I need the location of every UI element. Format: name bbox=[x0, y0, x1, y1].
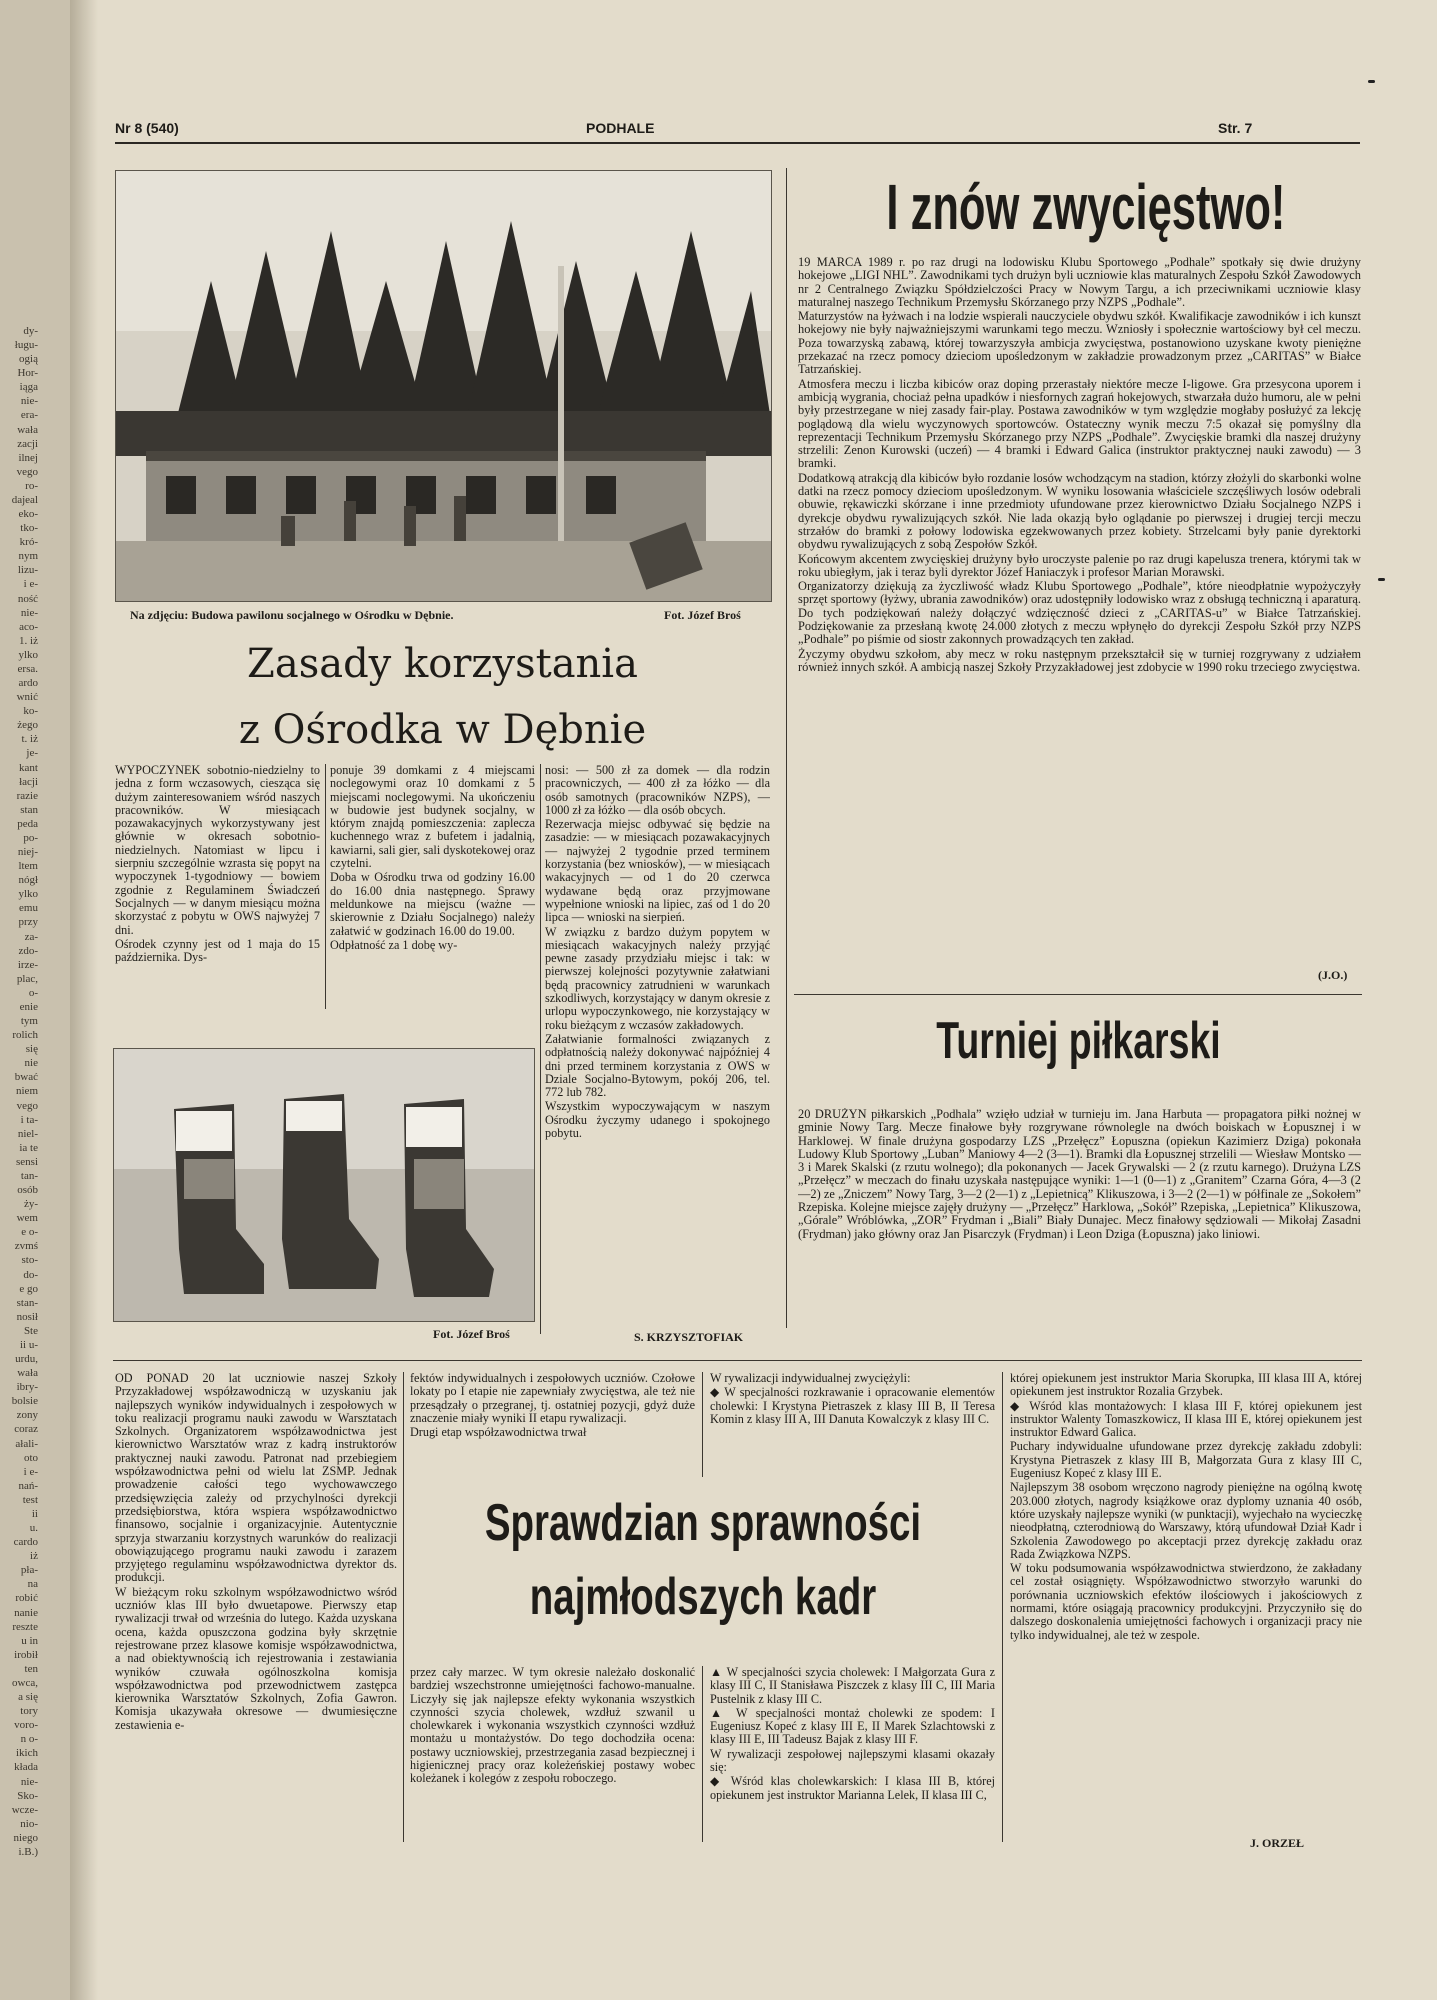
gutter-line: e o- bbox=[21, 1226, 38, 1239]
paragraph: WYPOCZYNEK sobotnio-niedzielny to jedna z form wczasowych, ciesząca się dużym zainteresowaniem wśród naszych pracowników. W miesiącach pozawakacyjnych wykorzystywany jest głównie w okresach sobotnio-niedzielnych. Natomiast w lipcu i sierpniu szczególnie wzrasta się popyt na wypoczynek 1-tygodniowy — bowiem zgodnie z Regulaminem Świadczeń Socjalnych — w danym miesiącu można skorzystać z pobytu w OWS najwyżej 7 dni. bbox=[115, 764, 320, 937]
gutter-line: niego bbox=[13, 1831, 38, 1844]
paragraph: Drugi etap współzawodnictwa trwał bbox=[410, 1425, 587, 1440]
paragraph: Organizatorzy dziękują za życzliwość władz Klubu Sportowego „Podhale”, które nieodpłatnie wypożyczyły sprzęt sportowy (łyżwy, ubrania zawodników) oraz udostępniły lodowisko wraz z obsługą techniczną i aparaturą. Do tych podziękowań należy dołączyć wdzięczność dzieci z „CARITAS-u” w Białce Tatrzańskiej. Podziękowanie za przesłaną kwotę 24.000 złotych z meczu wpłynęło do dyrekcji Zespołu Szkół przy NZPS „Podhale” po piśmie od siostr zakonnych prowadzących ten zakład. bbox=[798, 579, 1361, 647]
column-divider bbox=[786, 168, 787, 1328]
gutter-line: i ta- bbox=[20, 1113, 38, 1126]
gutter-line: za- bbox=[24, 930, 38, 943]
gutter-line: ność bbox=[17, 592, 38, 605]
gutter-line: wcze- bbox=[11, 1803, 38, 1816]
gutter-line: ro- bbox=[25, 479, 38, 492]
gutter-line: dajeal bbox=[11, 493, 38, 506]
gutter-line: ii u- bbox=[19, 1338, 38, 1351]
gutter-line: ługu- bbox=[14, 339, 38, 352]
gutter-line: nym bbox=[18, 550, 38, 563]
gutter-line: tko- bbox=[20, 522, 38, 535]
article1-column3 bbox=[545, 764, 770, 1324]
gutter-line: bwać bbox=[14, 1071, 38, 1084]
gutter-line: plac, bbox=[16, 972, 38, 985]
paragraph: W rywalizacji indywidualnej zwyciężyli: bbox=[710, 1372, 911, 1385]
column-divider bbox=[1002, 1372, 1003, 1842]
gutter-line: u. bbox=[29, 1522, 38, 1535]
article4-column1 bbox=[115, 1372, 397, 1842]
paragraph: Wszystkim wypoczywającym w naszym Ośrodku życzymy udanego i spokojnego pobytu. bbox=[545, 1099, 770, 1141]
gutter-line: zvmś bbox=[14, 1240, 38, 1253]
header-rule bbox=[115, 142, 1360, 144]
gutter-line: emu bbox=[19, 902, 38, 915]
gutter-line: tory bbox=[20, 1705, 38, 1718]
paragraph: Doba w Ośrodku trwa od godziny 16.00 do 16.00 dnia następnego. Sprawy meldunkowe na miejscu (ważne — skierownie z Działu Socjalnego) należy załatwić w godzinach 16.00 do 19.00. bbox=[330, 870, 535, 938]
paper-name: PODHALE bbox=[586, 120, 655, 136]
gutter-line: test bbox=[22, 1493, 38, 1506]
gutter-line: voro- bbox=[14, 1719, 38, 1732]
paragraph: Puchary indywidualne ufundowane przez dyrekcję zakładu zdobyli: Krystyna Pietraszek z klasy III B, Małgorzata Gura z klasy III C, Eugeniusz Kopeć z klasy III E. bbox=[1010, 1439, 1362, 1481]
gutter-line: Hor- bbox=[17, 367, 38, 380]
gutter-line: sensi bbox=[16, 1155, 38, 1168]
gutter-line: ilnej bbox=[18, 451, 38, 464]
gutter-line: stan bbox=[20, 803, 38, 816]
gutter-line: kłada bbox=[14, 1761, 38, 1774]
article2-title: I znów zwycięstwo! bbox=[886, 171, 1286, 243]
paragraph: W związku z bardzo dużym popytem w miesiącach wakacyjnych należy przyjąć pewne zasady przydziału miejsc i tak: w pierwszej kolejności pozytywnie załatwiani będą pracownicy zatrudnieni w warunkach szkodliwych, korzystający w danym okresie z urlopu wypoczynkowego, nie korzystający w roku bieżącym z wczasów zakładowych. bbox=[545, 924, 770, 1032]
winter-boots-photo bbox=[113, 1048, 535, 1322]
gutter-line: zony bbox=[16, 1409, 38, 1422]
article4-title-line1: Sprawdzian sprawności bbox=[484, 1494, 922, 1552]
gutter-line: iąga bbox=[19, 381, 38, 394]
gutter-line: a się bbox=[18, 1691, 38, 1703]
gutter-line: nio- bbox=[20, 1817, 38, 1830]
gutter-line: irobił bbox=[14, 1648, 38, 1661]
paragraph: OD PONAD 20 lat uczniowie naszej Szkoły Przyzakładowej współzawodniczą w uzyskaniu jak najlepszych wyników indywidualnych i zespołowych w toku realizacji programu nauki zawodu w Warsztatach Szkolnych. Organizatorem współzawodnictwa jest kierownictwo Warsztatów wraz z kadrą instruktorów praktycznej nauki zawodu. Patronat nad przebiegiem współzawodnictwa pełni od wielu lat ZSMP. Jednak prowadzenie całości tego wychowawczego przedsięwzięcia zależy od przychylności dyrekcji przedsiębiorstwa, która wspiera współzawodnictwo finansowo, socjalnie i organizacyjnie. Autentycznie sprzyja stwarzaniu korzystnych warunków do realizacji obowiązującego programu nauki zawodu i zarazem przyjętego regulaminu współzawodnictwa dyrektor ds. produkcji. bbox=[115, 1372, 397, 1585]
paragraph: Życzymy obydwu szkołom, aby mecz w roku następnym przekształcił się w turniej rozgrywany z udziałem również innych szkół. A ambicją naszej Szkoły Przyzakładowej jest zdobycie w 1990 roku trzeciego zwycięstwa. bbox=[798, 646, 1361, 674]
paragraph: Atmosfera meczu i liczba kibiców oraz doping przerastały niektóre mecze I-ligowe. Gra przesycona uporem i ambicją wygrania, chociaż pełna upadków i niesfornych zagrań hokejowych, stwarzała dużo humoru, ale w pełni były przestrzegane w niej zasady fair-play. Postawa zawodników w tym względzie mogłaby posłużyć za lekcję poglądową dla wielu wyczynowych sportowców. Ostateczny wynik meczu 7:5 okazał się pomyślny dla reprezentacji Technikum Przemysłu Skórzanego przy NZPS „Podhale”. Zwycięskie bramki dla naszej drużyny strzelili: Zenon Kurowski (uczeń) — 4 bramki i Edward Galica (instruktor praktycznej nauki zawodu) — 3 bramki. bbox=[798, 376, 1361, 471]
gutter-line: nosił bbox=[16, 1310, 38, 1323]
gutter-line: i e- bbox=[23, 1465, 38, 1478]
article4-column3-bottom bbox=[710, 1666, 995, 1846]
gutter-line: Sko- bbox=[17, 1789, 38, 1802]
paragraph: Końcowym akcentem zwycięskiej drużyny było uroczyste palenie po raz drugi kapelusza trenera, którymi tak w roku ubiegłym, jak i teraz byli dyrektor Józef Haniaczyk i profesor Marian Morawski. bbox=[798, 551, 1361, 579]
article4-column2-bottom bbox=[410, 1666, 695, 1846]
gutter-line: do- bbox=[23, 1268, 38, 1281]
paragraph: 20 DRUŻYN piłkarskich „Podhala” wzięło udział w turnieju im. Jana Harbuta — propagatora piłki nożnej w gminie Nowy Targ. Mecze finałowe były rozgrywane równolegle na dwóch boiskach w Łopusznej i w Harklowej. W finale drużyna gospodarzy LZS „Przełęcz” Łopuszna (opiekun Kazimierz Dziga) pokonała Ludowy Klub Sportowy „Luban” Maniowy 4—2 (3—1). Bramki dla Łopusznej strzelili — Wiesław Montsko — 3 i Marek Skalski (z rzutu wolnego); dla pokonanych — Jacek Grywalski — 2 (z rzutu karnego). Drużyna LZS „Przełęcz” w meczach do finału uzyskała następujące wyniki: 1—1 (0—1) z „Granitem” Czarna Góra, 4—3 (2—2) ze „Zniczem” Nowy Targ, 3—2 (2—1) z „Lepietnicą” Klikuszowa, i 3—2 (2—1) w półfinale ze „Sokołem” Rzepiska. Kolejne miejsce zajęły drużyny — „Przełęcz” Harklowa, „Sokół” Rzepiska, „Lepietnica” Klikuszowa, „Górale” Wróblówka, „ZOR” Frydman i „Biali” Biały Dunajec. Mecz finałowy sędziowali — Mikołaj Zasadni (Frydman) jako główny oraz Jan Pisarczyk (Frydman) i Leon Dziga (Łopuszna) jako liniowi. bbox=[798, 1108, 1361, 1241]
article3-body bbox=[798, 1108, 1361, 1348]
gutter-line: niem bbox=[16, 1085, 38, 1098]
gutter-line: niej- bbox=[17, 846, 38, 859]
paragraph: ponuje 39 domkami z 4 miejscami noclegowymi oraz 10 domkami z 5 miejscami noclegowymi. Na ukończeniu w budowie jest budynek socjalny, w którym znajdą pomieszczenia: zaplecza kuchennego wraz z bufetem i jadalnią, kawiarni, sali gier, sali dyskotekowej oraz czytelni. bbox=[330, 764, 535, 871]
photo1-credit: Fot. Józef Broś bbox=[664, 608, 741, 622]
paragraph: przez cały marzec. W tym okresie należało doskonalić bardziej wszechstronne umiejętności fachowo-manualne. Liczyły się jak najlepsze efekty wykonania wszystkich czynności szycia cholewek, wzdłuż szwanil u cholewkarek i wykonania wszystkich czynności wzdłuż montażu u montażystów. Do tego dochodziła ocena: postawy uczniowskiej, przestrzegania zasad bezpiecznej i higienicznej pracy oraz koleżeńskiej postawy wobec koleżanek i kolegów z zespołu roboczego. bbox=[410, 1666, 695, 1786]
gutter-line: nań- bbox=[18, 1479, 38, 1492]
gutter-line: ersa. bbox=[17, 662, 38, 675]
gutter-line: ten bbox=[24, 1662, 38, 1675]
gutter-line: się bbox=[25, 1043, 38, 1056]
article1-signature: S. KRZYSZTOFIAK bbox=[634, 1330, 744, 1344]
section-rule bbox=[113, 1360, 1362, 1361]
page-number: Str. 7 bbox=[1218, 120, 1253, 136]
gutter-line: Ste bbox=[23, 1324, 38, 1337]
gutter-line: nie- bbox=[20, 1775, 38, 1788]
article1-title-line2: z Ośrodka w Dębnie bbox=[238, 707, 647, 753]
paragraph: ▲ W specjalności montaż cholewki ze spodem: I Eugeniusz Kopeć z klasy III E, II Marek Szlachtowski z klasy III E, III Tadeusz Bajak z klasy III F. bbox=[710, 1705, 995, 1747]
gutter-line: o- bbox=[28, 986, 38, 999]
article4-signature: J. ORZEŁ bbox=[1250, 1836, 1305, 1850]
paragraph: ◆ Wśród klas montażowych: I klasa III F, której opiekunem jest instruktor Walenty Tomaszkowicz, II klasa III E, której opiekunem jest instruktor Edward Galica. bbox=[1010, 1398, 1362, 1440]
gutter-line: enie bbox=[19, 1000, 38, 1013]
paragraph: Ośrodek czynny jest od 1 maja do 15 października. Dys- bbox=[115, 936, 320, 965]
gutter-line: razie bbox=[16, 789, 38, 802]
gutter-line: lizu- bbox=[17, 564, 38, 577]
article1-column2 bbox=[330, 764, 535, 1014]
column-divider bbox=[325, 764, 326, 1009]
paragraph: W bieżącym roku szkolnym współzawodnictwo wśród uczniów klas III było dwuetapowe. Pierwszy etap rywalizacji trwał od września do lutego. Każda uzyskana ocena, każda opuszczona godzina były skrzętnie rejestrowane przez klasowe komisje współzawodnictwa, a nad obiektywnością ich rejestrowania i zestawiania wyników czuwała ogólnoszkolna komisja współzawodnictwa pod przewodnictwem zastępca kierownika Warsztatów Szkolnych, Zofia Gawron. Komisja ukazywała okresowe — dwumiesięczne zestawienia e- bbox=[115, 1584, 397, 1732]
boots-photo-image bbox=[114, 1049, 534, 1321]
gutter-line: stan- bbox=[16, 1296, 38, 1309]
paragraph: W toku podsumowania współzawodnictwa stwierdzono, że zakładany cel został osiągnięty. Współzawodnictwo stworzyło warunki do porównania uczniowskich efektów ilościowych i jakościowych z normami, które osiągają pracownicy produkcyjni. Przyczyniło się do dalszego doskonalenia umiejętności fachowych i organizacji pracy nie tylko indywidualnej, ale też w zespole. bbox=[1010, 1561, 1362, 1642]
gutter-line: reszte bbox=[12, 1620, 38, 1633]
gutter-line: urdu, bbox=[15, 1353, 38, 1366]
gutter-line: ylko bbox=[18, 888, 38, 901]
paragraph: Maturzystów na łyżwach i na lodzie wspierali nauczyciele obydwu szkół. Kwalifikacje zawodników i ich kunszt hokejowy nie były najważniejszymi warunkami tego meczu. Wzniosły i społecznie wartościowy był cel meczu. Poza towarzyską zabawą, której towarzyszyła ambicja zwycięstwa, postanowiono uzyskane kwoty pieniężne przekazać na rzecz pomocy dzieciom upośledzonym w zakładzie prowadzonym przez „CARITAS” w Białce Tatrzańskiej. bbox=[798, 309, 1361, 377]
paragraph: Dodatkową atrakcją dla kibiców było rozdanie losów wchodzącym na stadion, którzy złożyli do skarbonki wolne datki na rzecz pomocy dzieciom upośledzonym. W wyniku losowania właściciele szczęśliwych losów odebrali obuwie, rękawiczki skórzane i inne przedmioty ufundowane przez kierownictwo Działu Socjalnego NZPS i dyrekcje obydwu rywalizujących szkół. Nie lada okazją było oglądanie po pierwszej i drugiej tercji meczu strzałów do bramki z połowy lodowiska egzekwowanych przez kobiety. Strzelcami były panie dyrektorki obydwu rywalizujących z sobą Zespołów Szkół. bbox=[798, 470, 1361, 552]
gutter-line: n o- bbox=[20, 1733, 38, 1746]
gutter-line: e go bbox=[19, 1282, 38, 1295]
gutter-line: rolich bbox=[12, 1029, 38, 1042]
article4-column2-top bbox=[410, 1372, 695, 1477]
gutter-line: vego bbox=[16, 1099, 38, 1112]
gutter-line: 1. iż bbox=[19, 634, 38, 647]
gutter-line: ltem bbox=[18, 860, 38, 873]
pavilion-photo-image bbox=[116, 171, 771, 601]
column-divider bbox=[403, 1372, 404, 1842]
column-divider bbox=[540, 764, 541, 1334]
gutter-line: nie- bbox=[20, 395, 38, 408]
gutter-line: zdo- bbox=[18, 944, 38, 957]
gutter-line: ia te bbox=[19, 1141, 38, 1154]
paragraph: Rezerwacja miejsc odbywać się będzie na zasadzie: — w miesiącach pozawakacyjnych — najwyżej 2 tygodnie przed terminem korzystania (bez wniosków), — w miesiącach wakacyjnych — od 1 do 20 czerwca wydawane będą oraz przyjmowane wypełnione wnioski na lipiec, zaś od 1 do 20 lipca — wnioski na sierpień. bbox=[545, 817, 770, 925]
gutter-line: na bbox=[27, 1578, 38, 1591]
gutter-line: osób bbox=[17, 1184, 38, 1197]
gutter-line: cardo bbox=[13, 1536, 38, 1549]
gutter-line: zacji bbox=[17, 437, 38, 450]
paragraph: ◆ W specjalności rozkrawanie i opracowanie elementów cholewki: I Krystyna Pietraszek z klasy III B, II Teresa Komin z klasy III A, III Danuta Kowalczyk z klasy III C. bbox=[710, 1385, 995, 1426]
gutter-line: vego bbox=[16, 465, 38, 478]
gutter-line: irze- bbox=[17, 958, 38, 971]
article1-title-line1: Zasady korzystania bbox=[247, 641, 638, 687]
gutter-line: wała bbox=[17, 423, 38, 436]
paragraph: Odpłatność za 1 dobę wy- bbox=[330, 937, 458, 952]
gutter-line: owca, bbox=[12, 1676, 38, 1689]
gutter-line: kró- bbox=[19, 536, 38, 549]
paragraph: Najlepszym 38 osobom wręczono nagrody pieniężne na ogólną kwotę 203.000 złotych, nagrody książkowe oraz dyplomy uznania 40 osób, które uzyskały najlepsze wyniki (w punktacji), wyjechało na wycieczkę nieodpłatną, czterodniową do Warszawy, którą ufundował Dział Kadr i Szkolenia Zawodowego po akceptacji przez dyrekcję zakładu oraz Rada Związkowa NZPS. bbox=[1010, 1480, 1362, 1561]
paragraph: Załatwianie formalności związanych z odpłatnością należy dokonywać najpóźniej 4 dni przed terminem korzystania z OWS w Dziale Socjalno-Bytowym, pokój 206, tel. 772 lub 782. bbox=[545, 1031, 770, 1100]
article4-column3-top bbox=[710, 1372, 995, 1477]
gutter-line: iż bbox=[30, 1550, 38, 1563]
pavilion-construction-photo bbox=[115, 170, 772, 602]
column-divider bbox=[702, 1372, 703, 1477]
gutter-line: t. iż bbox=[21, 733, 38, 746]
gutter-line: wem bbox=[16, 1212, 38, 1225]
paragraph: ▲ W specjalności szycia cholewek: I Małgorzata Gura z klasy III C, II Stanisława Piszczek z klasy III C, III Maria Pustelnik z klasy III C. bbox=[710, 1666, 995, 1706]
gutter-line: przy bbox=[18, 916, 38, 929]
gutter-line: ibry- bbox=[16, 1381, 38, 1394]
gutter-line: żego bbox=[17, 719, 38, 732]
gutter-line: wnić bbox=[16, 691, 38, 704]
gutter-line: ko- bbox=[23, 705, 38, 718]
gutter-line: ikich bbox=[16, 1747, 38, 1760]
gutter-line: po- bbox=[23, 831, 38, 844]
paragraph: W rywalizacji zespołowej najlepszymi klasami okazały się: bbox=[710, 1746, 995, 1775]
photo2-credit: Fot. Józef Broś bbox=[433, 1327, 510, 1341]
gutter-line: oto bbox=[23, 1451, 38, 1464]
column-divider bbox=[702, 1666, 703, 1842]
article2-signature: (J.O.) bbox=[1318, 968, 1348, 982]
article3-title: Turniej piłkarski bbox=[936, 1012, 1221, 1070]
gutter-line: era- bbox=[20, 409, 38, 422]
gutter-line: i.B.) bbox=[18, 1845, 38, 1858]
section-rule bbox=[794, 994, 1362, 995]
gutter-line: ardo bbox=[18, 677, 38, 690]
article1-column1 bbox=[115, 764, 320, 1014]
gutter-line: wała bbox=[17, 1367, 38, 1380]
gutter-line: tym bbox=[20, 1015, 38, 1028]
gutter-line: nie bbox=[24, 1057, 38, 1070]
gutter-line: ii bbox=[31, 1507, 38, 1520]
paragraph: 19 MARCA 1989 r. po raz drugi na lodowisku Klubu Sportowego „Podhale” spotkały się dwie drużyny hokejowe „LIGI NHL”. Zawodnikami tych drużyn byli uczniowie klas maturalnych Zespołu Szkół Zawodowych nr 2 Centralnego Związku Spółdzielczości Pracy w Nowym Targu, a ich przeciwnikami uczniowie klasy maturalnej naszego Technikum Przemysłu Skórzanego przy NZPS „Podhale”. bbox=[798, 256, 1361, 309]
ink-speck bbox=[1378, 578, 1385, 581]
gutter-line: sto- bbox=[21, 1254, 38, 1267]
gutter-line: ylko bbox=[18, 648, 38, 661]
gutter-line: ży- bbox=[23, 1198, 38, 1211]
gutter-line: ogią bbox=[19, 353, 38, 366]
ink-speck bbox=[1368, 80, 1375, 83]
article4-column4 bbox=[1010, 1372, 1362, 1832]
gutter-line: dy- bbox=[23, 325, 38, 337]
page-7 bbox=[98, 0, 1437, 2000]
gutter-line: robić bbox=[15, 1592, 38, 1605]
gutter-line: eko- bbox=[18, 508, 38, 521]
gutter-line: aco- bbox=[19, 620, 38, 633]
gutter-line: bolsie bbox=[11, 1395, 38, 1408]
photo1-caption: Na zdjęciu: Budowa pawilonu socjalnego w Ośrodku w Dębnie. bbox=[130, 608, 454, 622]
gutter-line: i e- bbox=[23, 578, 38, 591]
article2-body bbox=[798, 256, 1361, 946]
gutter-line: nógł bbox=[18, 874, 38, 887]
paragraph: fektów indywidualnych i zespołowych uczniów. Czołowe lokaty po I etapie nie zapewniały zwycięstwa, ale też nie przesądzały o przegranej, tj. ostatniej pozycji, gdyż duże znaczenie miały wyniki II etapu rywalizacji. bbox=[410, 1372, 695, 1425]
gutter-line: tan- bbox=[20, 1169, 38, 1182]
gutter-line: niel- bbox=[17, 1127, 38, 1140]
gutter-line: pła- bbox=[20, 1564, 38, 1577]
paragraph: której opiekunem jest instruktor Maria Skorupka, III klasa III A, której opiekunem jest instruktor Rozalia Grzybek. bbox=[1010, 1372, 1362, 1399]
gutter-line: u in bbox=[21, 1634, 38, 1647]
gutter-line: peda bbox=[17, 817, 38, 830]
paragraph: ◆ Wśród klas cholewkarskich: I klasa III B, której opiekunem jest instruktor Marianna Lelek, II klasa III C, bbox=[710, 1774, 995, 1802]
gutter-line: je- bbox=[26, 747, 38, 760]
paragraph: nosi: — 500 zł za domek — dla rodzin pracowniczych, — 400 zł za łóżko — dla osób samotnych (pracowników NZPS), — 1000 zł za łóżko — dla osób obcych. bbox=[545, 764, 770, 817]
gutter-line: nie- bbox=[20, 606, 38, 619]
article4-title-line2: najmłodszych kadr bbox=[529, 1568, 877, 1626]
gutter-line: nanie bbox=[14, 1606, 38, 1619]
gutter-line: łacji bbox=[19, 775, 38, 788]
gutter-line: ałali- bbox=[15, 1437, 38, 1450]
page-fold-shadow bbox=[70, 0, 98, 2000]
gutter-line: coraz bbox=[14, 1423, 38, 1436]
issue-number: Nr 8 (540) bbox=[115, 120, 179, 136]
gutter-line: kant bbox=[19, 761, 38, 774]
